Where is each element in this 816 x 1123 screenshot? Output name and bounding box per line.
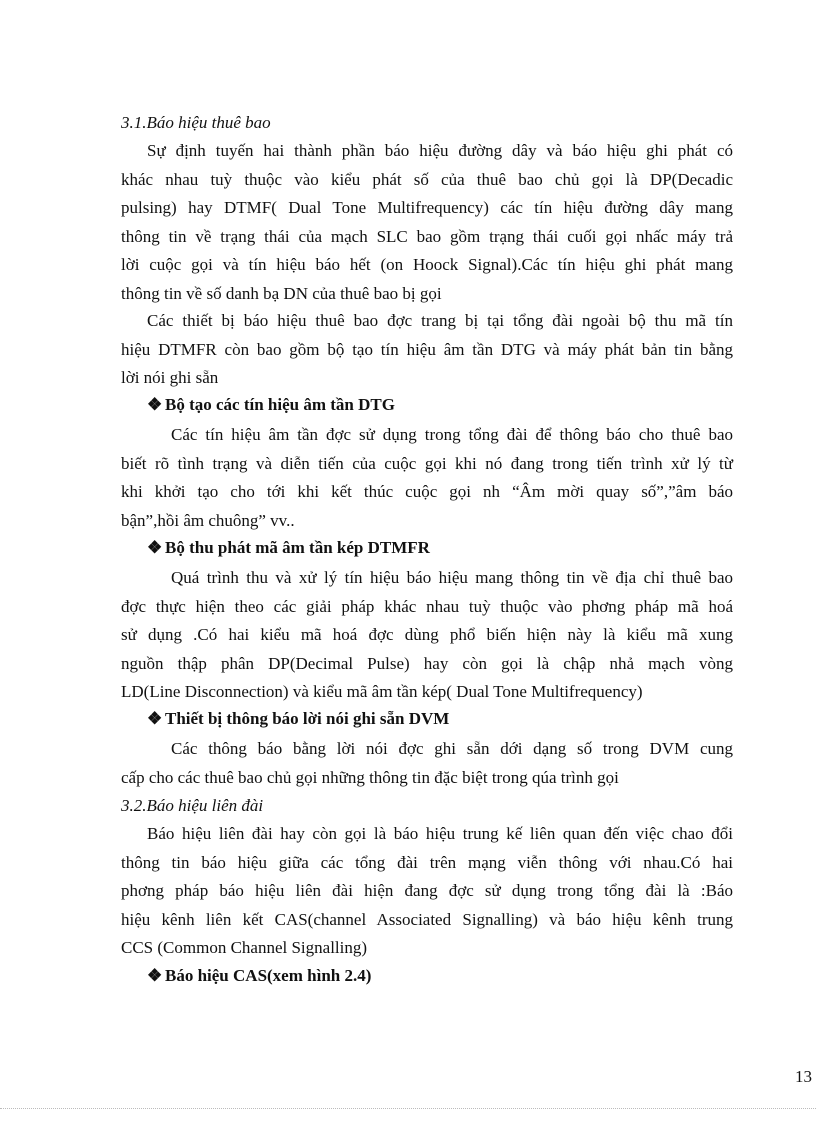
paragraph-line: cấp cho các thuê bao chủ gọi những thông tin đặc biệt trong qúa trình gọi [121, 768, 619, 787]
bullet-heading-label: Bộ thu phát mã âm tần kép DTMFR [165, 538, 430, 557]
paragraph-line: phơng pháp báo hiệu liên đài hiện đang đợc sử dụng trong tổng đài là :Báo [121, 881, 733, 900]
paragraph-line: Quá trình thu và xử lý tín hiệu báo hiệu mang thông tin về địa chỉ thuê bao [171, 568, 733, 587]
section-3-1-title: 3.1.Báo hiệu thuê bao [121, 113, 271, 132]
paragraph-line: hiệu kênh liên kết CAS(channel Associated Signalling) và báo hiệu kênh trung [121, 910, 733, 929]
paragraph-line: bận”,hồi âm chuông” vv.. [121, 511, 295, 530]
paragraph-line: khi khởi tạo cho tới khi kết thúc cuộc gọi nh “Âm mời quay số”,”âm báo [121, 482, 733, 501]
diamond-bullet-icon: ❖ [147, 966, 163, 985]
page-bottom-divider [0, 1108, 816, 1109]
paragraph-line: CCS (Common Channel Signalling) [121, 938, 368, 957]
paragraph-line: nguồn thập phân DP(Decimal Pulse) hay còn gọi là chập nhả mạch vòng [121, 654, 733, 673]
paragraph-line: đợc thực hiện theo các giải pháp khác nhau tuỳ thuộc vào phơng pháp mã hoá [121, 597, 733, 616]
paragraph-line: lời nói ghi sẵn [121, 368, 219, 387]
diamond-bullet-icon: ❖ [147, 538, 163, 557]
bullet-heading-dtmfr [121, 537, 733, 559]
paragraph-line: thông tin về trạng thái của mạch SLC bao gồm trạng thái cuối gọi nhấc máy trả [121, 227, 733, 246]
paragraph-line: biết rõ tình trạng và diễn tiến của cuộc gọi khi nó đang trong tiến trình xử lý từ [121, 454, 733, 473]
paragraph-line: LD(Line Disconnection) và kiểu mã âm tần kép( Dual Tone Multifrequency) [121, 682, 643, 701]
bullet-heading-dtg [121, 394, 733, 416]
paragraph-line: pulsing) hay DTMF( Dual Tone Multifrequency) các tín hiệu đường dây mang [121, 198, 733, 217]
bullet-heading-dvm [121, 708, 733, 730]
paragraph-line: hiệu DTMFR còn bao gồm bộ tạo tín hiệu âm tần DTG và máy phát bản tin bằng [121, 340, 733, 359]
page-number: 13 [795, 1067, 812, 1086]
paragraph-line: thông tin về số danh bạ DN của thuê bao bị gọi [121, 284, 442, 303]
diamond-bullet-icon: ❖ [147, 395, 163, 414]
bullet-heading-label: Bộ tạo các tín hiệu âm tần DTG [165, 395, 395, 414]
paragraph-line: Các thông báo bằng lời nói đợc ghi sẵn dới dạng số trong DVM cung [171, 739, 733, 758]
paragraph-line: sử dụng .Có hai kiểu mã hoá đợc dùng phổ biến hiện này là kiểu mã xung [121, 625, 733, 644]
paragraph-line: Các thiết bị báo hiệu thuê bao đợc trang bị tại tổng đài ngoài bộ thu mã tín [147, 311, 733, 330]
bullet-heading-cas [121, 965, 733, 987]
bullet-heading-label: Báo hiệu CAS(xem hình 2.4) [165, 966, 372, 985]
paragraph-line: Báo hiệu liên đài hay còn gọi là báo hiệu trung kế liên quan đến việc chao đổi [147, 824, 733, 843]
bullet-heading-label: Thiết bị thông báo lời nói ghi sẵn DVM [165, 709, 450, 728]
diamond-bullet-icon: ❖ [147, 709, 163, 728]
paragraph-line: khác nhau tuỳ thuộc vào kiểu phát số của thuê bao chủ gọi là DP(Decadic [121, 170, 733, 189]
paragraph-line: Sự định tuyến hai thành phần báo hiệu đường dây và báo hiệu ghi phát có [147, 141, 733, 160]
paragraph-line: lời cuộc gọi và tín hiệu báo hết (on Hoock Signal).Các tín hiệu ghi phát mang [121, 255, 733, 274]
section-3-2-title: 3.2.Báo hiệu liên đài [121, 796, 264, 815]
paragraph-line: thông tin báo hiệu giữa các tổng đài trên mạng viễn thông với nhau.Có hai [121, 853, 733, 872]
paragraph-line: Các tín hiệu âm tần đợc sử dụng trong tổng đài để thông báo cho thuê bao [171, 425, 733, 444]
